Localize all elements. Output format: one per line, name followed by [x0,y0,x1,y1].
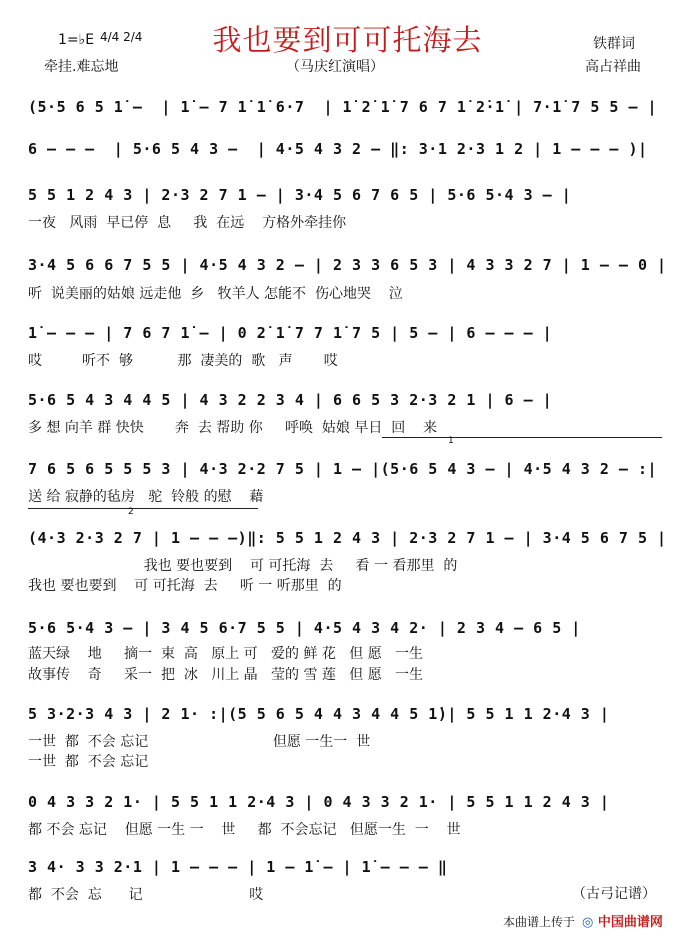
score-line-3-notes: 5 5 1 2 4 3 | 2·3 2 7 1 – | 3·4 5 6 7 6 5 | 5·6 5·4 3 – | [28,186,572,204]
score-line-9-lyrics: 蓝天绿 地 摘一 束 高 原上 可 爱的 鲜 花 但 愿 一生 [28,646,424,662]
score-line-7-lyrics: 送 给 寂静的毡房 驼 铃般 的慰 藉 [28,489,264,505]
ending-2-bracket [28,508,258,509]
subtitle-left: 牵挂.难忘地 [44,59,119,75]
score-line-10-lyrics: 一世 都 不会 忘记 但愿 一生一 世 [28,734,371,750]
singer: （马庆红演唱） [286,59,384,75]
score-line-2-notes: 6 – – – | 5·6 5 4 3 – | 4·5 4 3 2 – ‖: 3·1 2·3 1 2 | 1 – – – )| [28,140,648,158]
score-line-4-notes: 3·4 5 6 6 7 5 5 | 4·5 4 3 2 – | 2 3 3 6 5 3 | 4 3 3 2 7 | 1 – – 0 | [28,256,667,274]
key-signature: 1=♭E [58,32,95,48]
score-line-5-lyrics: 哎 听不 够 那 凄美的 歌 声 哎 [28,353,338,369]
score-line-11-notes: 0 4 3 3 2 1· | 5 5 1 1 2·4 3 | 0 4 3 3 2 1· | 5 5 1 1 2 4 3 | [28,793,610,811]
score-line-8-notes: (4·3 2·3 2 7 | 1 – – –)‖: 5 5 1 2 4 3 | 2·3 2 7 1 – | 3·4 5 6 7 5 | [28,529,667,547]
composer: 高占祥曲 [585,59,641,75]
time-signature: 4/4 2/4 [100,30,143,44]
score-line-4-lyrics: 听 说美丽的姑娘 远走他 乡 牧羊人 怎能不 伤心地哭 泣 [28,286,403,302]
score-line-12-lyrics: 都 不会 忘 记 哎 [28,887,264,903]
score-line-9-lyrics-verse2: 故事传 奇 采一 把 冰 川上 晶 莹的 雪 莲 但 愿 一生 [28,667,424,683]
score-line-1-notes: (5·5 6 5 1̇ – | 1̇ – 7 1̇ 1̇ 6·7 | 1̇ 2̇ 1̇ 7 6 7 1̇ 2̇·1̇ | 7·1̇ 7 5 5 – | [28,98,658,116]
score-line-8-lyrics: 我也 要也要到 可 可托海 去 看 一 看那里 的 [28,558,458,574]
score-line-3-lyrics: 一夜 风雨 早已停 息 我 在远 方格外牵挂你 [28,215,347,231]
site-logo-mark-icon: ◎ [582,915,594,930]
ending-1-label: 1 [448,436,454,446]
score-line-10-lyrics-verse2: 一世 都 不会 忘记 [28,754,149,770]
score-line-8-lyrics-verse2: 我也 要也要到 可 可托海 去 听 一 听那里 的 [28,578,342,594]
score-line-12-notes: 3 4· 3 3 2·1 | 1 – – – | 1 – 1̇ – | 1̇ – – – ‖ [28,858,448,876]
lyricist: 铁群词 [593,36,635,52]
score-line-7-notes: 7 6 5 6 5 5 5 3 | 4·3 2·2 7 5 | 1 – |(5·6 5 4 3 – | 4·5 4 3 2 – :| [28,460,658,478]
site-name: 中国曲谱网 [597,915,663,930]
ending-1-bracket [382,437,662,438]
score-line-10-notes: 5 3·2·3 4 3 | 2 1· :|(5 5 6 5 4 4 3 4 4 5 1̇)| 5 5 1 1 2·4 3 | [28,705,610,723]
site-logo [582,911,663,930]
ending-2-label: 2 [128,507,134,517]
score-line-11-lyrics: 都 不会 忘记 但愿 一生 一 世 都 不会忘记 但愿一生 一 世 [28,822,461,838]
upload-label: 本曲谱上传于 [503,915,576,929]
score-line-9-notes: 5·6 5·4 3 – | 3 4 5 6·7 5 5 | 4·5 4 3 4 2· | 2 3 4 – 6 5 | [28,619,581,637]
song-title: 我也要到可可托海去 [212,23,483,57]
score-line-6-notes: 5·6 5 4 3 4 4 5 | 4 3 2 2 3 4 | 6 6 5 3 2·3 2 1 | 6 – | [28,391,553,409]
score-line-6-lyrics: 多 想 向羊 群 快快 奔 去 帮助 你 呼唤 姑娘 早日 回 来 [28,420,438,436]
score-line-5-notes: 1̇ – – – | 7 6 7 1̇ – | 0 2̇ 1̇ 7 7 1̇ 7 5 | 5 – | 6 – – – | [28,324,553,342]
recorder-credit: （古弓记谱） [572,886,656,902]
